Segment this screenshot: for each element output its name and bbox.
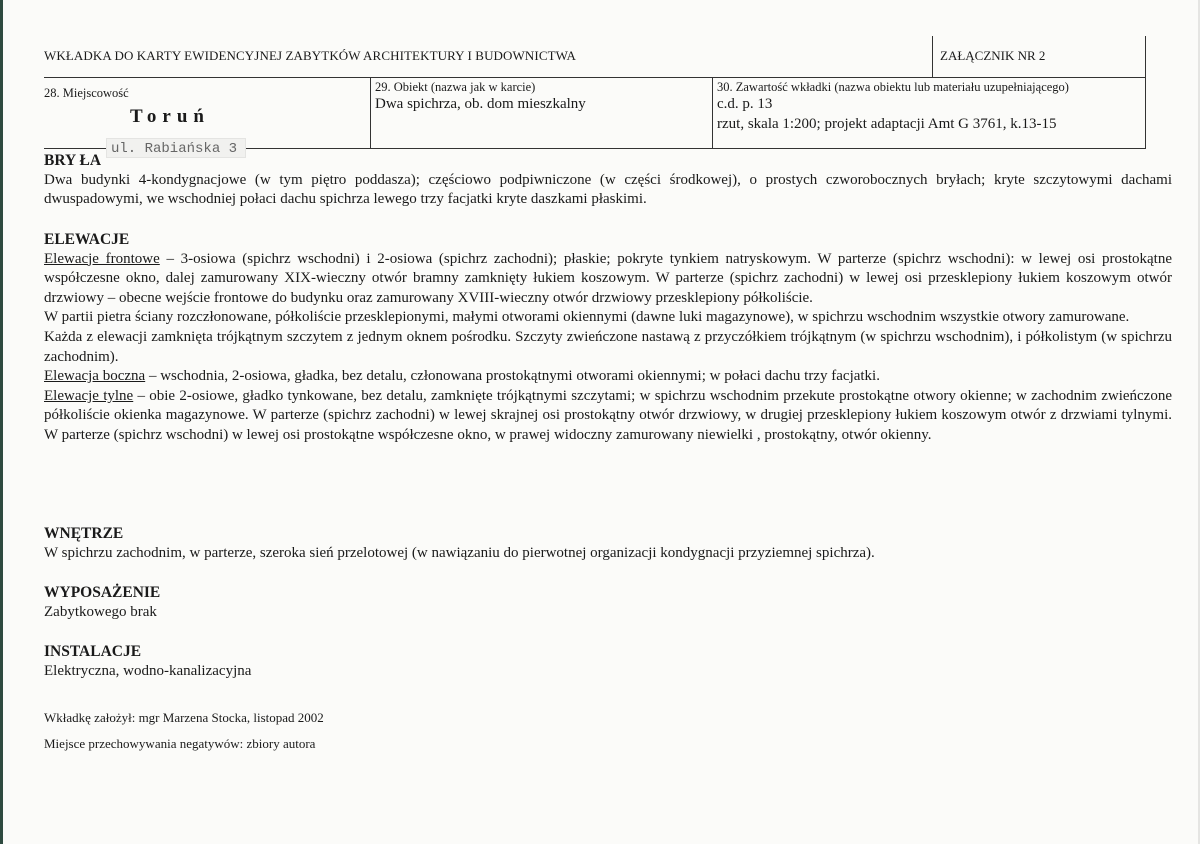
- paragraph-text: – obie 2-osiowe, gładko tynkowane, bez detalu, zamknięte trójkątnymi szczytami; w spichrzu wschodnim przekute prostokątne otwory okienne; w zachodnim zwieńczone półkoliście okienka magazynowe. W parterze (spichrz zachodni) w lewej skrajnej osi prostokątny otwór drzwiowy, w drugiej przesklepiony łukiem koszowym otwór z drzwiami tylnymi. W parterze (spichrz wschodni) w lewej osi prostokątne współczesne okno, w prawej widoczny zamurowany niewielki , prostokątny, otwór okienny.: [44, 387, 1172, 443]
- field-30-line2: rzut, skala 1:200; projekt adaptacji Amt G 3761, k.13-15: [717, 116, 1057, 132]
- section-heading: INSTALACJE: [44, 643, 142, 660]
- paragraph-text: – 3-osiowa (spichrz wschodni) i 2-osiowa (spichrz zachodni); płaskie; pokryte tynkiem natryskowym. W parterze (spichrz wschodni): w lewej osi prostokątne współczesne okno, dalej zamurowany XIX-wieczny otwór bramny zamknięty łukiem koszowym. W parterze (spichrz zachodni) w lewej osi przesklepiony łukiem koszowym otwór drzwiowy – obecne wejście frontowe do budynku oraz zamurowany XVIII-wieczny otwór drzwiowy przesklepiony półkoliście.: [44, 250, 1172, 306]
- address-stamp: ul. Rabiańska 3: [106, 138, 246, 158]
- section-heading: ELEWACJE: [44, 231, 130, 248]
- author-line: Wkładkę założył: mgr Marzena Stocka, listopad 2002: [44, 710, 324, 725]
- section-text: Elektryczna, wodno-kanalizacyjna: [44, 662, 252, 679]
- paragraph-gables: Każda z elewacji zamknięta trójkątnym szczytem z jednym oknem pośrodku. Szczyty zwieńczone nastawą z przyczółkiem trójkątnym (w spichrzu wschodnim), i półkolistym (w spichrzu zachodnim).: [44, 328, 1172, 365]
- divider: [932, 36, 933, 77]
- divider: [44, 77, 1146, 78]
- underlined-label: Elewacje frontowe: [44, 250, 160, 267]
- section-heading: BRY ŁA: [44, 152, 102, 169]
- section-text: Dwa budynki 4-kondygnacjowe (w tym piętro poddasza); częściowo podpiwniczone (w części środkowej), o prostych czworobocznych bryłach; kryte szczytowymi dachami dwuspadowymi, we wschodniej połaci dachu spichrza lewego trzy facjatki kryte daszkami płaskimi.: [44, 171, 1172, 208]
- form-title: WKŁADKA DO KARTY EWIDENCYJNEJ ZABYTKÓW ARCHITEKTURY I BUDOWNICTWA: [44, 48, 577, 63]
- section-bryla: [44, 151, 1172, 210]
- divider: [370, 77, 371, 148]
- negatives-line: Miejsce przechowywania negatywów: zbiory autora: [44, 736, 316, 751]
- field-29-value: Dwa spichrza, ob. dom mieszkalny: [375, 96, 586, 112]
- field-30-label: 30. Zawartość wkładki (nazwa obiektu lub materiału uzupełniającego): [717, 80, 1069, 94]
- paragraph-side: [44, 367, 1172, 387]
- paragraph-front: [44, 250, 1172, 309]
- divider: [1145, 36, 1146, 148]
- section-wnetrze: [44, 524, 1172, 563]
- field-29-label: 29. Obiekt (nazwa jak w karcie): [375, 80, 536, 94]
- section-text: Zabytkowego brak: [44, 603, 157, 620]
- field-28-label: 28. Miejscowość: [44, 86, 129, 100]
- paragraph-text: – wschodnia, 2-osiowa, gładka, bez detalu, członowana prostokątnymi otworami okiennymi; w połaci dachu trzy facjatki.: [145, 368, 880, 385]
- section-wyposazenie: [44, 583, 1172, 622]
- section-heading: WNĘTRZE: [44, 525, 124, 542]
- underlined-label: Elewacja boczna: [44, 368, 146, 385]
- underlined-label: Elewacje tylne: [44, 387, 134, 404]
- section-text: W spichrzu zachodnim, w parterze, szeroka sień przelotowej (w nawiązaniu do pierwotnej organizacji kondygnacji przyziemnej spichrza).: [44, 544, 875, 561]
- section-instalacje: [44, 642, 1172, 681]
- field-30-line1: c.d. p. 13: [717, 96, 773, 112]
- section-heading: WYPOSAŻENIE: [44, 584, 161, 601]
- paragraph-floor: W partii pietra ściany rozczłonowane, półkoliście przesklepionymi, małymi otworami okiennymi (dawne luki magazynowe), w spichrzu wschodnim wszystkie otwory zamurowane.: [44, 309, 1130, 326]
- section-elewacje: [44, 230, 1172, 446]
- divider: [712, 77, 713, 148]
- scan-edge: [0, 0, 3, 844]
- paragraph-rear: [44, 387, 1172, 446]
- attachment-number: ZAŁĄCZNIK NR 2: [940, 48, 1046, 63]
- field-28-value: Toruń: [130, 106, 210, 127]
